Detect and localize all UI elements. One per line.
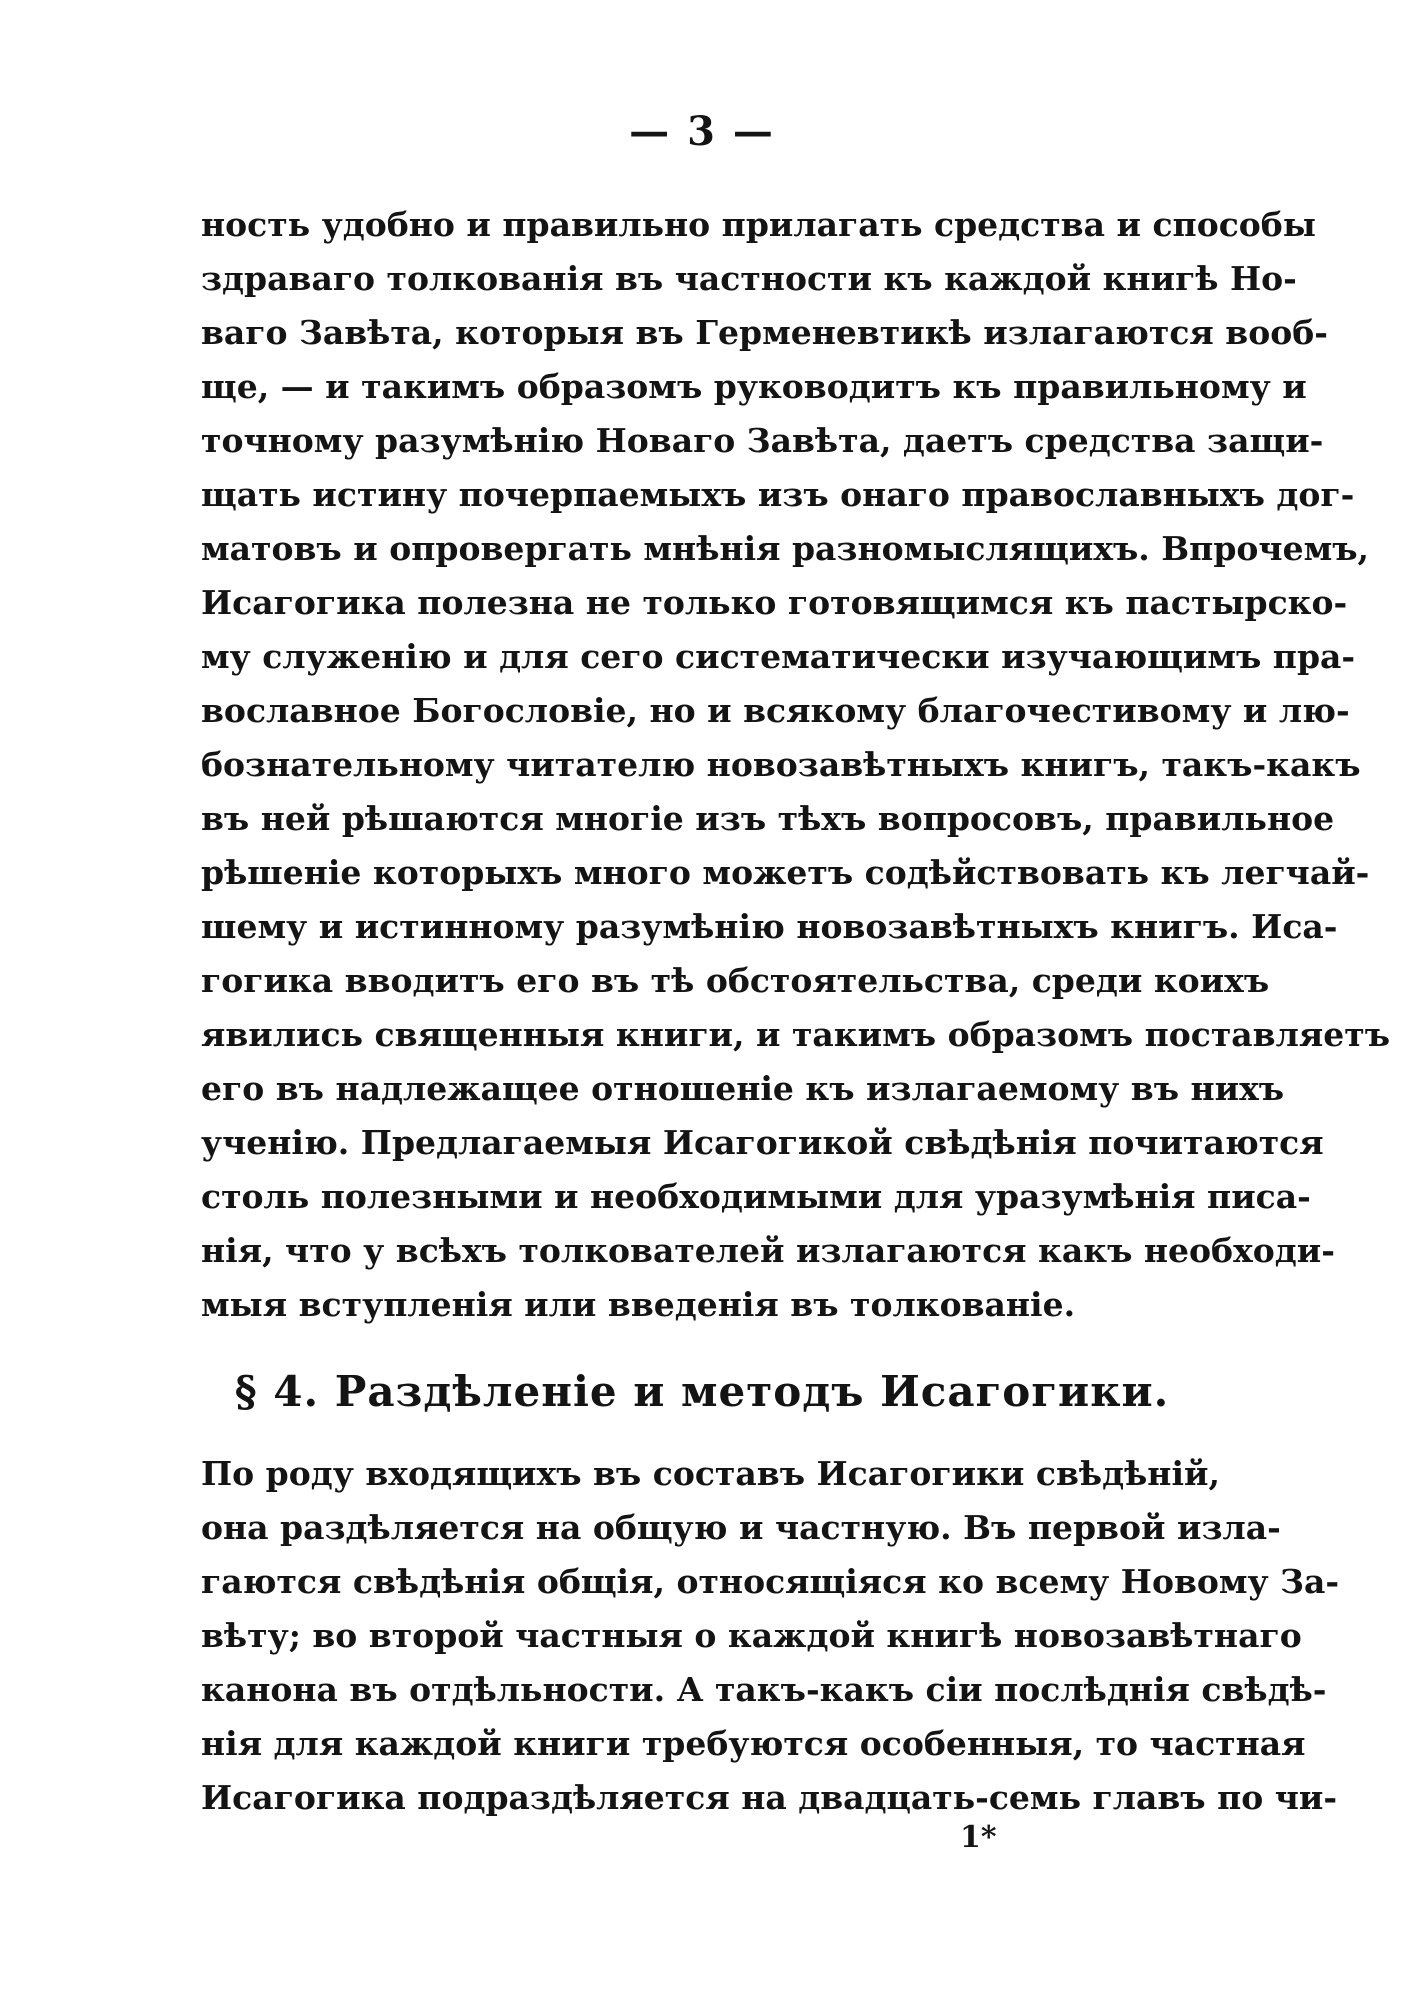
text-line: гогика вводитъ его въ тѣ обстоятельства, среди коихъ [201,961,1270,1000]
text-line: бознательному читателю новозавѣтныхъ книгъ, такъ-какъ [201,745,1361,784]
text-line: точному разумѣнію Новаго Завѣта, даетъ средства защи- [201,421,1324,460]
text-line: му служенію и для сего систематически изучающимъ пра- [201,637,1356,676]
text-line: гаются свѣдѣнія общія, относящіяся ко всему Новому За- [201,1562,1340,1601]
text-line: она раздѣляется на общую и частную. Въ первой изла- [201,1508,1281,1547]
text-line: здраваго толкованія въ частности къ каждой книгѣ Но- [201,259,1297,298]
text-line: столь полезными и необходимыми для уразумѣнія писа- [201,1177,1311,1216]
text-line: Исагогика подраздѣляется на двадцать-семь главъ по чи- [201,1778,1338,1817]
text-line: ваго Завѣта, которыя въ Герменевтикѣ излагаются вооб- [201,313,1328,352]
text-line: его въ надлежащее отношеніе къ излагаемому въ нихъ [201,1069,1285,1108]
text-line: матовъ и опровергать мнѣнія разномыслящихъ. Впрочемъ, [201,529,1370,568]
text-line: нія для каждой книги требуются особенныя, то частная [201,1724,1306,1763]
paragraph-section-4 [201,1447,1340,1825]
text-line: явились священныя книги, и такимъ образомъ поставляетъ [201,1015,1391,1054]
printer-signature-mark: 1* [960,1820,997,1855]
text-line: рѣшеніе которыхъ много можетъ содѣйствовать къ легчай- [201,853,1370,892]
text-line: щать истину почерпаемыхъ изъ онаго православныхъ дог- [201,475,1355,514]
text-line: нія, что у всѣхъ толкователей излагаются какъ необходи- [201,1231,1335,1270]
text-line: ще, — и такимъ образомъ руководитъ къ правильному и [201,367,1307,406]
paragraph-continued [201,198,1391,1332]
text-line: канона въ отдѣльности. А такъ-какъ сіи послѣднія свѣдѣ- [201,1670,1327,1709]
text-line: шему и истинному разумѣнію новозавѣтныхъ книгъ. Иса- [201,907,1338,946]
text-line: вѣту; во второй частныя о каждой книгѣ новозавѣтнаго [201,1616,1302,1655]
text-line: ученію. Предлагаемыя Исагогикой свѣдѣнія почитаются [201,1123,1324,1162]
text-line: ность удобно и правильно прилагать средства и способы [201,205,1316,244]
text-line: Исагогика полезна не только готовящимся къ пастырско- [201,583,1348,622]
text-line: По роду входящихъ въ составъ Исагогики свѣдѣній, [201,1454,1220,1493]
section-heading: § 4. Раздѣленіе и методъ Исагогики. [234,1367,1170,1416]
text-line: вославное Богословіе, но и всякому благочестивому и лю- [201,691,1350,730]
text-line: мыя вступленія или введенія въ толкованіе. [201,1285,1076,1324]
text-line: въ ней рѣшаются многіе изъ тѣхъ вопросовъ, правильное [201,799,1335,838]
page-number: — 3 — [629,108,775,155]
